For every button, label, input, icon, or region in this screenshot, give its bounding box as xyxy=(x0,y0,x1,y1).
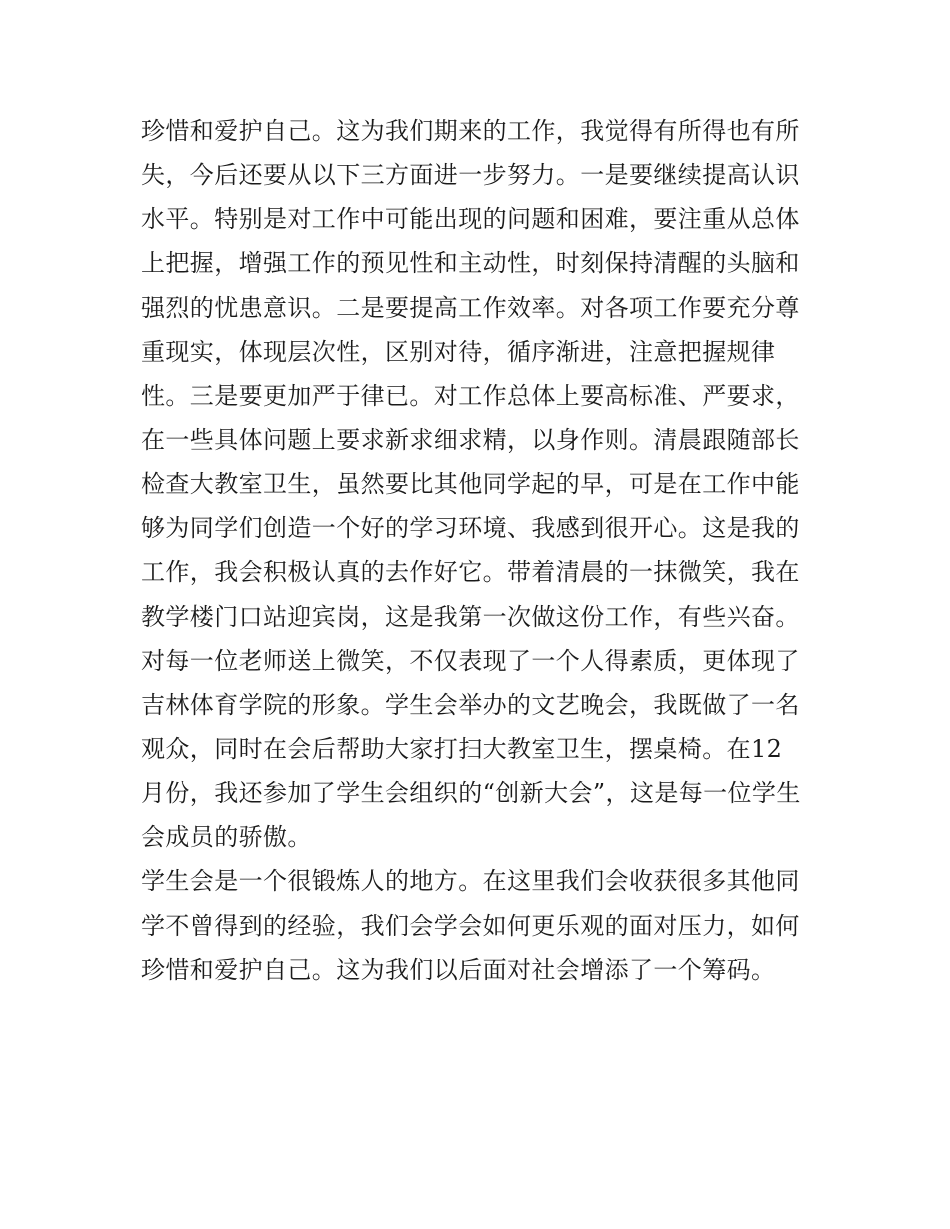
body-text xyxy=(141,111,821,994)
text-line: 教学楼门口站迎宾岗，这是我第一次做这份工作，有些兴奋。 xyxy=(141,602,800,631)
text-line: 学不曾得到的经验，我们会学会如何更乐观的面对压力，如何 xyxy=(141,911,800,940)
text-line: 学生会是一个很锻炼人的地方。在这里我们会收获很多其他同 xyxy=(141,867,800,896)
text-line: 水平。特别是对工作中可能出现的问题和困难，要注重从总体 xyxy=(141,205,800,234)
text-line: 上把握，增强工作的预见性和主动性，时刻保持清醒的头脑和 xyxy=(141,249,800,278)
text-line: 月份，我还参加了学生会组织的“创新大会”，这是每一位学生 xyxy=(141,779,801,808)
text-line: 在一些具体问题上要求新求细求精，以身作则。清晨跟随部长 xyxy=(141,425,800,454)
text-line: 工作，我会积极认真的去作好它。带着清晨的一抹微笑，我在 xyxy=(141,558,800,587)
text-line: 重现实，体现层次性，区别对待，循序渐进，注意把握规律 xyxy=(141,337,776,366)
text-line: 够为同学们创造一个好的学习环境、我感到很开心。这是我的 xyxy=(141,514,800,543)
text-line: 吉林体育学院的形象。学生会举办的文艺晚会，我既做了一名 xyxy=(141,690,800,719)
text-line: 检查大教室卫生，虽然要比其他同学起的早，可是在工作中能 xyxy=(141,470,800,499)
text-line: 珍惜和爱护自己。这为我们期来的工作，我觉得有所得也有所 xyxy=(141,117,800,145)
text-line: 珍惜和爱护自己。这为我们以后面对社会增添了一个筹码。 xyxy=(141,955,776,984)
text-line: 强烈的忧患意识。二是要提高工作效率。对各项工作要充分尊 xyxy=(141,293,800,322)
text-line: 对每一位老师送上微笑，不仅表现了一个人得素质，更体现了 xyxy=(141,646,800,675)
text-line: 观众，同时在会后帮助大家打扫大教室卫生，摆桌椅。在12 xyxy=(141,734,783,763)
text-line: 会成员的骄傲。 xyxy=(141,823,312,852)
text-line: 性。三是要更加严于律已。对工作总体上要高标准、严要求， xyxy=(141,381,800,410)
text-line: 失，今后还要从以下三方面进一步努力。一是要继续提高认识 xyxy=(141,161,800,190)
